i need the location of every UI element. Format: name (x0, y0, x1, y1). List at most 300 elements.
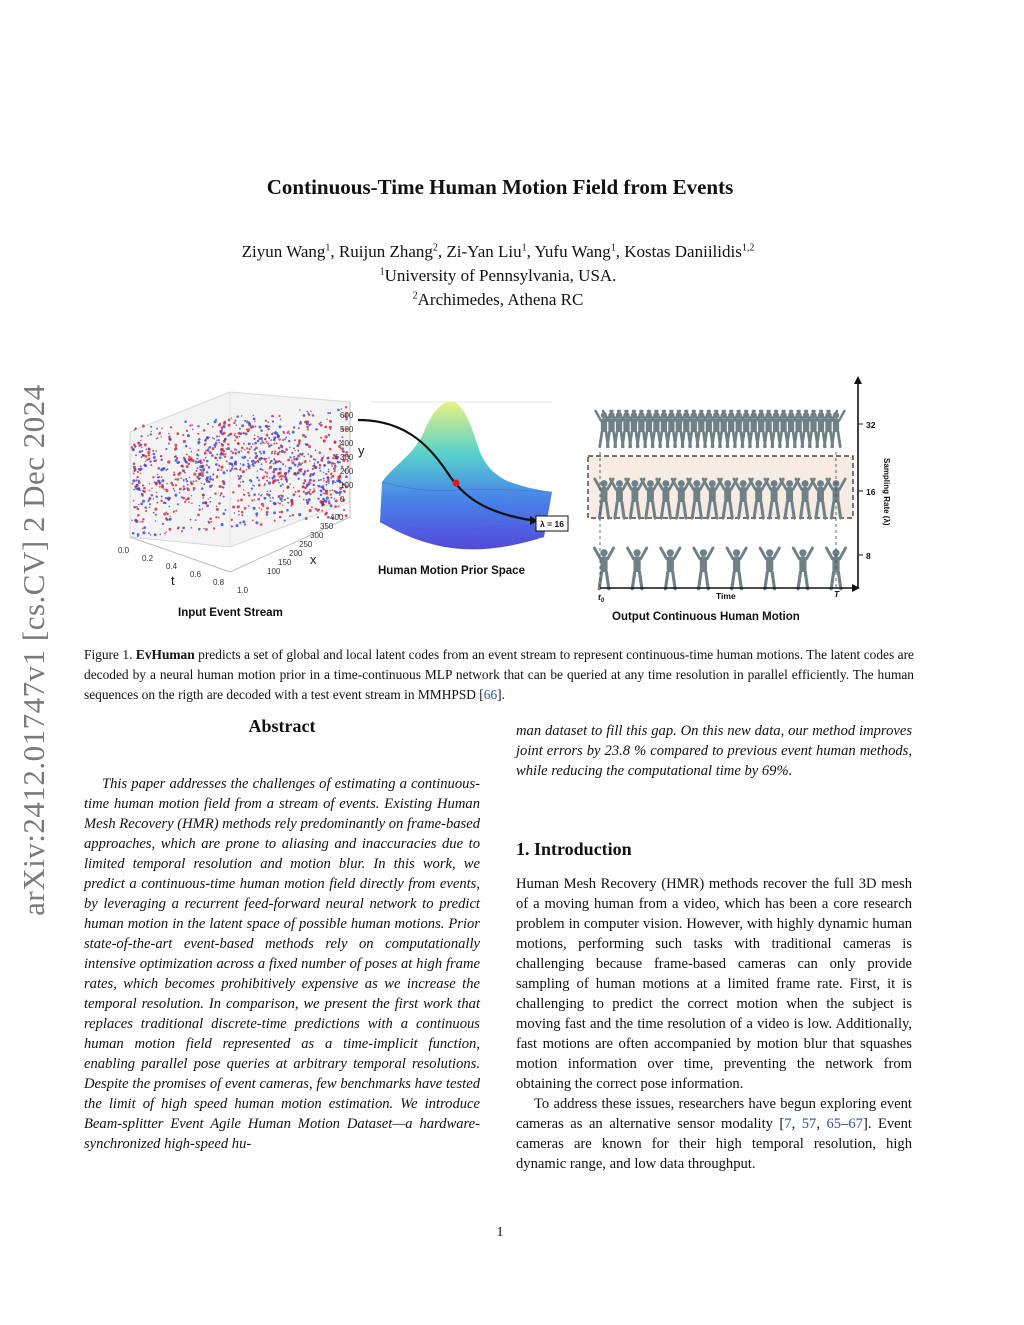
event-point (185, 478, 187, 480)
event-point (175, 510, 177, 512)
event-point (276, 433, 278, 435)
event-point (184, 470, 185, 471)
event-point (293, 456, 295, 458)
event-point (153, 456, 156, 459)
event-point (320, 437, 322, 439)
event-point (163, 488, 165, 490)
event-point (317, 485, 319, 487)
event-point (145, 464, 148, 467)
citation-link[interactable]: 67 (848, 1116, 863, 1132)
event-point (274, 450, 276, 452)
event-point (174, 444, 177, 447)
event-point (213, 444, 216, 447)
event-point (191, 495, 192, 496)
event-point (284, 520, 286, 522)
event-point (235, 436, 238, 439)
event-point (334, 505, 337, 508)
event-point (309, 509, 312, 512)
event-point (266, 472, 268, 474)
event-point (278, 438, 280, 440)
event-point (251, 499, 253, 501)
y-tick: 400 (340, 439, 354, 448)
event-point (150, 534, 152, 536)
event-point (290, 505, 292, 507)
event-point (152, 450, 154, 452)
event-point (219, 442, 220, 443)
event-point (257, 498, 260, 501)
author-name: Zi-Yan Liu (446, 242, 522, 261)
event-point (197, 467, 199, 469)
event-point (240, 499, 243, 502)
event-point (238, 484, 241, 487)
event-point (268, 494, 271, 497)
event-point (254, 499, 256, 501)
event-point (307, 411, 309, 413)
event-point (317, 461, 320, 464)
event-point (241, 511, 244, 514)
event-point (190, 480, 192, 482)
event-point (272, 497, 274, 499)
event-point (298, 442, 301, 445)
event-point (308, 482, 310, 484)
event-point (151, 488, 153, 490)
event-point (245, 432, 248, 435)
event-point (268, 457, 270, 459)
event-point (179, 488, 182, 491)
event-point (155, 496, 157, 498)
event-point (279, 415, 281, 417)
event-point (219, 456, 222, 459)
event-point (156, 492, 158, 494)
event-point (155, 514, 157, 516)
event-point (251, 487, 253, 489)
event-point (137, 487, 140, 490)
event-point (217, 460, 219, 462)
event-point (292, 514, 295, 517)
human-mesh-figure (628, 548, 647, 589)
event-point (236, 415, 239, 418)
event-point (315, 428, 317, 430)
event-point (254, 421, 256, 423)
citation-link[interactable]: 7 (784, 1116, 792, 1132)
event-point (289, 515, 291, 517)
event-point (160, 469, 163, 472)
event-point (319, 467, 321, 469)
event-point (209, 478, 212, 481)
event-point (247, 463, 249, 465)
event-point (320, 494, 322, 496)
event-point (332, 462, 334, 464)
event-point (280, 485, 282, 487)
event-point (140, 465, 142, 467)
event-point (307, 470, 309, 472)
event-point (148, 532, 150, 534)
event-point (181, 530, 183, 532)
event-point (189, 477, 191, 479)
event-point (191, 502, 193, 504)
event-point (197, 514, 200, 517)
event-point (236, 469, 237, 470)
sampling-rate-axis (854, 376, 891, 588)
event-point (329, 426, 332, 429)
event-point (206, 460, 209, 463)
event-point (279, 503, 281, 505)
event-point (298, 478, 300, 480)
event-point (185, 461, 188, 464)
event-point (176, 457, 178, 459)
event-point (189, 459, 192, 462)
event-point (335, 455, 337, 457)
event-point (250, 426, 253, 429)
t-tick: 0.6 (190, 570, 202, 579)
event-point (196, 480, 198, 482)
event-point (231, 417, 232, 418)
event-point (286, 432, 288, 434)
event-point (160, 458, 163, 461)
event-point (209, 476, 211, 478)
event-point (280, 511, 283, 514)
y-tick: 200 (340, 467, 354, 476)
event-point (212, 478, 214, 480)
event-point (142, 484, 144, 486)
event-point (248, 505, 250, 507)
event-point (167, 460, 170, 463)
event-point (267, 421, 269, 423)
event-point (277, 502, 279, 504)
event-point (209, 517, 212, 520)
event-point (234, 462, 237, 465)
t-tick: 0.8 (213, 578, 225, 587)
event-point (137, 533, 140, 536)
event-point (308, 498, 311, 501)
event-point (218, 439, 220, 441)
event-point (193, 473, 196, 476)
event-point (142, 454, 145, 457)
event-point (247, 460, 249, 462)
event-point (286, 486, 289, 489)
event-point (142, 531, 145, 534)
event-point (275, 431, 277, 433)
event-point (237, 442, 240, 445)
event-point (161, 476, 163, 478)
event-point (325, 473, 327, 475)
event-point (221, 486, 223, 488)
event-point (234, 419, 236, 421)
event-point (263, 485, 265, 487)
event-point (214, 420, 217, 423)
y-tick: 100 (340, 481, 354, 490)
event-point (236, 449, 238, 451)
event-point (289, 456, 291, 458)
event-point (265, 425, 268, 428)
event-point (142, 500, 145, 503)
event-point (202, 497, 204, 499)
event-point (225, 448, 227, 450)
event-point (211, 454, 214, 457)
event-point (334, 463, 336, 465)
event-point (217, 469, 220, 472)
arxiv-stamp: arXiv:2412.01747v1 [cs.CV] 2 Dec 2024 (16, 384, 51, 916)
event-point (149, 490, 151, 492)
event-point (331, 475, 334, 478)
event-point (248, 442, 251, 445)
event-point (265, 438, 267, 440)
event-point (210, 497, 212, 499)
event-point (313, 479, 316, 482)
event-point (208, 521, 210, 523)
event-point (243, 443, 245, 445)
t-tick: 0.0 (118, 546, 130, 555)
event-point (299, 495, 301, 497)
event-point (202, 502, 204, 504)
event-point (149, 498, 151, 500)
event-point (303, 499, 305, 501)
event-point (329, 448, 332, 451)
intro-paragraph-2: To address these issues, researchers have begun exploring event cameras as an alternative sensor modality [7, 57, 65–67]. Event cameras are known for their high temporal resolution, high dynamic range, and low data throughput. (516, 1096, 912, 1172)
event-point (320, 479, 322, 481)
event-point (253, 438, 255, 440)
event-point (240, 467, 241, 468)
event-point (175, 459, 178, 462)
event-point (220, 466, 223, 469)
event-point (208, 466, 211, 469)
event-point (230, 433, 233, 436)
event-point (225, 509, 227, 511)
event-point (247, 492, 249, 494)
citation-link[interactable]: 65 (826, 1116, 842, 1132)
event-point (248, 464, 251, 467)
event-point (242, 464, 245, 467)
event-point (182, 527, 185, 530)
event-point (265, 461, 267, 463)
event-point (277, 472, 280, 475)
event-point (141, 520, 143, 522)
event-point (219, 422, 221, 424)
event-point (173, 473, 176, 476)
affiliation-2: $^2$Archimedes, Athena RC (412, 290, 584, 309)
event-point (309, 460, 311, 462)
event-point (319, 464, 322, 467)
event-point (311, 506, 313, 508)
event-point (154, 481, 156, 483)
event-point (173, 488, 175, 490)
event-point (197, 449, 199, 451)
event-point (257, 436, 259, 438)
event-point (154, 533, 157, 536)
event-point (222, 448, 224, 450)
middle-panel-label: Human Motion Prior Space (378, 565, 525, 577)
event-point (157, 476, 159, 478)
event-point (223, 422, 226, 425)
event-point (234, 468, 235, 469)
event-point (234, 434, 236, 436)
event-point (265, 420, 267, 422)
event-point (334, 490, 336, 492)
event-point (232, 505, 235, 508)
event-point (338, 492, 341, 495)
lambda-badge (536, 516, 568, 531)
event-point (228, 462, 231, 465)
event-point (231, 525, 233, 527)
event-point (174, 490, 176, 492)
event-point (216, 506, 218, 508)
event-point (225, 453, 227, 455)
event-point (206, 476, 209, 479)
event-point (197, 425, 199, 427)
event-point (282, 505, 283, 506)
event-point (310, 423, 312, 425)
event-point (292, 431, 295, 434)
event-point (166, 483, 168, 485)
event-point (284, 438, 286, 440)
event-point (172, 484, 175, 487)
event-point (186, 480, 188, 482)
event-point (266, 434, 269, 437)
event-point (324, 425, 327, 428)
event-point (323, 471, 325, 473)
abstract-heading: Abstract (248, 716, 316, 736)
event-point (186, 487, 188, 489)
rate-tick: 16 (866, 487, 876, 497)
event-point (164, 533, 166, 535)
event-point (140, 467, 143, 470)
event-point (259, 451, 261, 453)
event-point (160, 500, 162, 502)
event-point (253, 485, 255, 487)
event-point (286, 509, 289, 512)
event-point (264, 458, 267, 461)
event-point (140, 502, 143, 505)
citation-link[interactable]: 66 (483, 687, 498, 702)
event-point (177, 473, 180, 476)
event-point (239, 436, 241, 438)
event-point (179, 492, 181, 494)
event-point (236, 524, 239, 527)
event-point (280, 444, 282, 446)
event-point (155, 450, 157, 452)
author-name: Yufu Wang (534, 242, 611, 261)
event-point (319, 500, 322, 503)
event-point (255, 512, 258, 515)
event-point (271, 452, 273, 454)
event-point (227, 447, 230, 450)
event-point (147, 500, 149, 502)
event-point (160, 455, 162, 457)
event-point (324, 492, 326, 494)
event-point (254, 435, 256, 437)
event-point (312, 468, 314, 470)
event-point (176, 432, 179, 435)
event-point (344, 491, 346, 493)
event-point (274, 520, 276, 522)
event-point (304, 435, 307, 438)
event-point (222, 453, 224, 455)
event-point (337, 506, 339, 508)
event-point (152, 476, 154, 478)
event-point (241, 447, 244, 450)
event-point (140, 521, 141, 522)
event-point (328, 469, 330, 471)
event-point (308, 445, 311, 448)
event-point (187, 484, 189, 486)
event-point (288, 469, 291, 472)
event-point (302, 462, 304, 464)
event-point (273, 475, 275, 477)
event-point (161, 479, 164, 482)
event-point (238, 478, 240, 480)
event-point (293, 487, 294, 488)
event-point (213, 438, 215, 440)
event-point (159, 432, 160, 433)
event-point (343, 509, 345, 511)
t-tick: 0.2 (142, 554, 154, 563)
event-point (146, 459, 148, 461)
event-point (183, 440, 186, 443)
event-point (326, 484, 328, 486)
event-point (267, 442, 269, 444)
event-point (140, 435, 142, 437)
event-point (145, 461, 146, 462)
event-point (266, 458, 267, 459)
event-point (334, 498, 335, 499)
event-point (332, 457, 334, 459)
event-point (143, 526, 146, 529)
method-name: EvHuman (135, 647, 195, 662)
event-point (145, 510, 147, 512)
event-point (328, 502, 331, 505)
event-point (272, 479, 275, 482)
event-point (315, 449, 317, 451)
event-point (334, 465, 337, 468)
event-point (188, 456, 190, 458)
event-point (189, 425, 191, 427)
event-point (231, 519, 233, 521)
event-point (334, 470, 336, 472)
event-point (305, 517, 308, 520)
event-point (176, 478, 179, 481)
event-point (188, 501, 190, 503)
event-point (142, 425, 145, 428)
event-point (138, 481, 141, 484)
page-number: 1 (496, 1225, 504, 1240)
event-point (238, 432, 241, 435)
event-point (241, 456, 243, 458)
event-point (206, 504, 209, 507)
event-point (231, 463, 233, 465)
event-point (289, 447, 291, 449)
event-point (162, 523, 164, 525)
citation-link[interactable]: 57 (801, 1116, 817, 1132)
event-point (305, 492, 308, 495)
event-point (274, 460, 277, 463)
event-point (298, 439, 301, 442)
event-point (133, 489, 135, 491)
event-point (260, 443, 262, 445)
event-point (149, 483, 150, 484)
event-point (298, 463, 301, 466)
event-point (309, 493, 312, 496)
event-point (306, 426, 309, 429)
event-point (209, 451, 212, 454)
event-point (184, 458, 186, 460)
event-point (174, 478, 176, 480)
event-point (169, 516, 171, 518)
event-point (271, 451, 273, 453)
event-point (250, 480, 252, 482)
event-point (146, 449, 148, 451)
event-point (335, 482, 337, 484)
event-point (221, 469, 223, 471)
